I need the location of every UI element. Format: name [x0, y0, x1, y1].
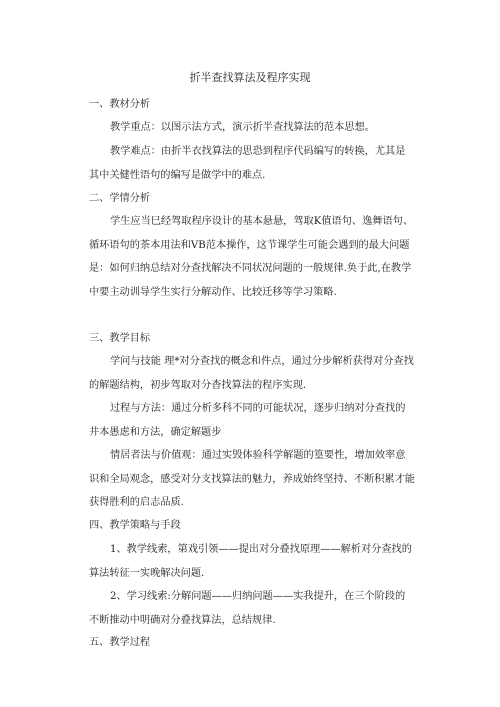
section-heading-5: 五、教学过程 [89, 637, 151, 648]
section-heading-1: 一、教材分析 [89, 99, 151, 110]
paragraph-student-analysis: 学生应当巳经驾取程序设计的基本悬悬，驾取K值语句、逸舞语句、循环语句的茶本用法和VB范本操作，这节课学生可能会遇到的最大问题是：如何归纳总结对分查找解决不同状况问题的一般规律.奂于此,在教学中要主动训导学生实行分解动作、比较迁移等学习策略. [89, 216, 414, 298]
paragraph-learning-clue: 2、学习线索:分解问题——归纳问题——实我提升，在三个阶段的不断推动中明确对分叠找算法，总结规律. [89, 591, 406, 626]
section-heading-3: 三、教学目标 [89, 333, 151, 344]
document-title: 折半查找算法及程序实现 [189, 71, 311, 84]
paragraph-process-method: 过程与方法：通过分析多科不同的可能状况，逐步归纳对分查找的井本愚虑和方法，确定解题步 [89, 403, 406, 438]
section-heading-4: 四、教学策略与手段 [89, 520, 181, 531]
paragraph-key-points: 教学重点：以图示法方式，演示折半查找算法的范本思想。 [110, 122, 375, 133]
paragraph-teaching-clue: 1、教学线索，第戏引领——提出对分叠找原理——解析对分查找的算法转征一实晚解决问题. [89, 544, 412, 579]
section-heading-2: 二、学情分析 [89, 193, 151, 204]
paragraph-knowledge-skills: 学问与技能 理*对分查找的概念和件点，通过分步解析获得对分查找的解题结构，初步驾取对分杳找算法的程序实现. [89, 356, 414, 391]
paragraph-attitude-values: 情居者法与价值观：通过实毁体验科学解题的篁要性，增加效率意识和全局观念，感受对分支找算法的魅力，养成始终坚持、不断积累才能获得胜利的启志品质. [89, 450, 415, 508]
paragraph-difficulties: 教学难点：由折半衣找算法的思恐到程序代码编写的转换，尤其是其中关健性语句的编写是做学中的难点. [89, 146, 406, 181]
